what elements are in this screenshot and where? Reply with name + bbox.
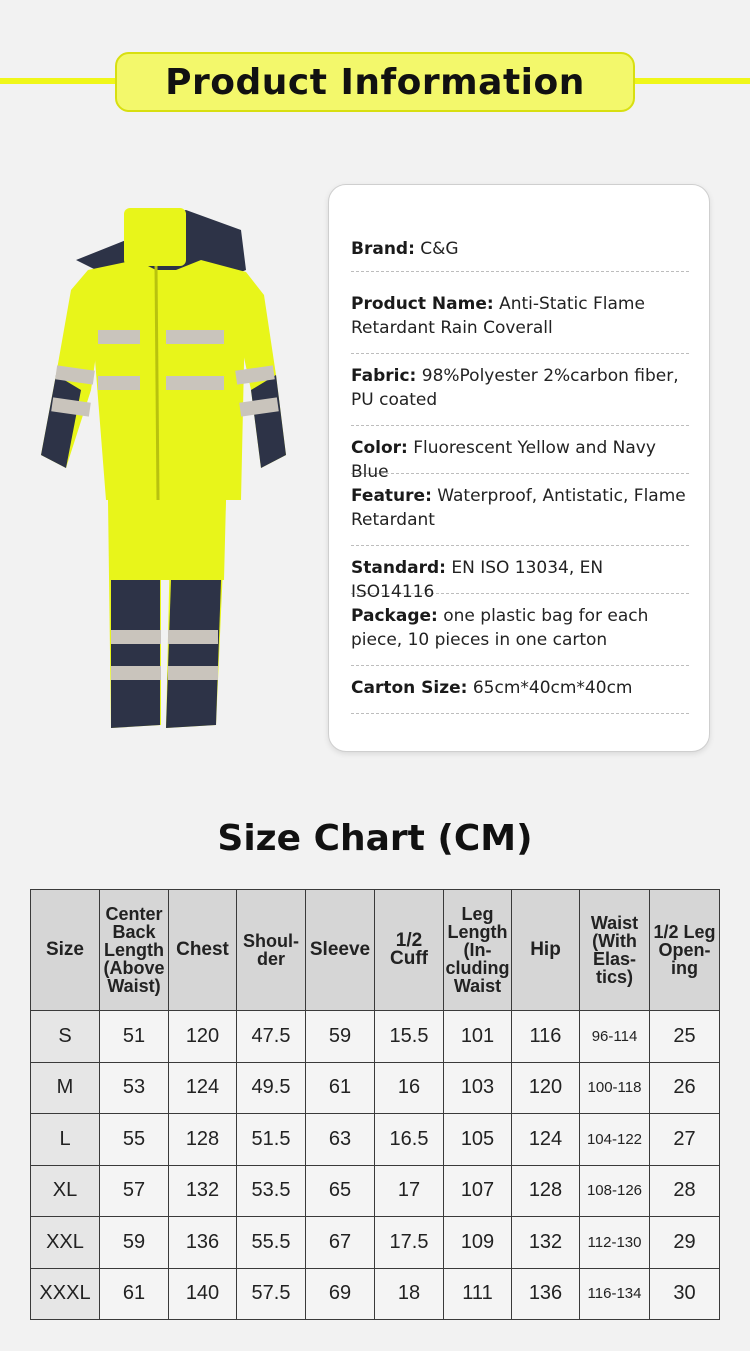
table-row [31, 1114, 720, 1166]
table-cell: 124 [169, 1062, 237, 1114]
table-cell: 30 [650, 1268, 720, 1320]
info-row-standard: Standard: EN ISO 13034, EN ISO14116 [351, 546, 689, 594]
table-cell: 61 [100, 1268, 169, 1320]
table-cell: 69 [306, 1268, 375, 1320]
table-cell: 57.5 [237, 1268, 306, 1320]
table-cell: 57 [100, 1165, 169, 1217]
table-cell: 132 [169, 1165, 237, 1217]
col-header-shoulder: Shoul-der [237, 890, 306, 1011]
table-cell: 128 [169, 1114, 237, 1166]
table-row [31, 1268, 720, 1320]
table-cell: 112-130 [580, 1217, 650, 1269]
page-title: Product Information [115, 52, 635, 112]
table-cell: 55.5 [237, 1217, 306, 1269]
info-row-carton-size: Carton Size: 65cm*40cm*40cm [351, 666, 689, 714]
size-table-body [31, 1011, 720, 1320]
col-header-center-back-length: Center Back Length (Above Waist) [100, 890, 169, 1011]
table-cell: 51.5 [237, 1114, 306, 1166]
table-cell: 105 [444, 1114, 512, 1166]
table-cell: 55 [100, 1114, 169, 1166]
info-row-package: Package: one plastic bag for each piece, 10 pieces in one carton [351, 594, 689, 666]
table-cell: 136 [169, 1217, 237, 1269]
table-cell: 109 [444, 1217, 512, 1269]
info-row-brand: Brand: C&G [351, 237, 689, 272]
table-cell: 104-122 [580, 1114, 650, 1166]
table-cell: 25 [650, 1011, 720, 1063]
table-cell: 124 [512, 1114, 580, 1166]
table-cell: 59 [306, 1011, 375, 1063]
col-header-leg-length: Leg Length (In-cluding Waist [444, 890, 512, 1011]
table-cell: 53 [100, 1062, 169, 1114]
table-cell: 26 [650, 1062, 720, 1114]
table-cell: 111 [444, 1268, 512, 1320]
table-row [31, 1011, 720, 1063]
table-cell: 51 [100, 1011, 169, 1063]
table-cell: 63 [306, 1114, 375, 1166]
size-cell: M [31, 1062, 100, 1114]
table-cell: 16.5 [375, 1114, 444, 1166]
table-cell: 17.5 [375, 1217, 444, 1269]
table-cell: 59 [100, 1217, 169, 1269]
table-cell: 120 [169, 1011, 237, 1063]
info-row-color: Color: Fluorescent Yellow and Navy Blue [351, 426, 689, 474]
table-cell: 65 [306, 1165, 375, 1217]
size-cell: XL [31, 1165, 100, 1217]
table-row [31, 1217, 720, 1269]
table-row [31, 1062, 720, 1114]
table-cell: 108-126 [580, 1165, 650, 1217]
table-cell: 28 [650, 1165, 720, 1217]
col-header-sleeve: Sleeve [306, 890, 375, 1011]
table-cell: 16 [375, 1062, 444, 1114]
table-cell: 128 [512, 1165, 580, 1217]
col-header-waist: Waist (With Elas-tics) [580, 890, 650, 1011]
coverall-image [36, 200, 296, 740]
table-cell: 61 [306, 1062, 375, 1114]
col-header-half-cuff: 1/2 Cuff [375, 890, 444, 1011]
table-cell: 47.5 [237, 1011, 306, 1063]
info-row-fabric: Fabric: 98%Polyester 2%carbon fiber, PU coated [351, 354, 689, 426]
table-cell: 18 [375, 1268, 444, 1320]
table-cell: 103 [444, 1062, 512, 1114]
size-cell: S [31, 1011, 100, 1063]
size-cell: L [31, 1114, 100, 1166]
table-cell: 53.5 [237, 1165, 306, 1217]
size-table-header-row [31, 890, 720, 1011]
col-header-size: Size [31, 890, 100, 1011]
table-cell: 140 [169, 1268, 237, 1320]
table-cell: 49.5 [237, 1062, 306, 1114]
size-table [30, 889, 720, 1320]
table-cell: 15.5 [375, 1011, 444, 1063]
table-cell: 116-134 [580, 1268, 650, 1320]
table-cell: 132 [512, 1217, 580, 1269]
table-cell: 136 [512, 1268, 580, 1320]
size-cell: XXXL [31, 1268, 100, 1320]
table-cell: 101 [444, 1011, 512, 1063]
size-chart-title: Size Chart (CM) [217, 818, 533, 859]
col-header-hip: Hip [512, 890, 580, 1011]
size-cell: XXL [31, 1217, 100, 1269]
table-cell: 17 [375, 1165, 444, 1217]
info-row-product-name: Product Name: Anti-Static Flame Retardant Rain Coverall [351, 282, 689, 354]
table-cell: 67 [306, 1217, 375, 1269]
product-info-card [328, 184, 710, 752]
table-cell: 29 [650, 1217, 720, 1269]
table-cell: 96-114 [580, 1011, 650, 1063]
col-header-half-leg-opening: 1/2 Leg Open-ing [650, 890, 720, 1011]
table-cell: 116 [512, 1011, 580, 1063]
col-header-chest: Chest [169, 890, 237, 1011]
info-row-feature: Feature: Waterproof, Antistatic, Flame Retardant [351, 474, 689, 546]
coverall-illustration-icon [41, 208, 286, 728]
table-row [31, 1165, 720, 1217]
table-cell: 120 [512, 1062, 580, 1114]
table-cell: 100-118 [580, 1062, 650, 1114]
table-cell: 27 [650, 1114, 720, 1166]
table-cell: 107 [444, 1165, 512, 1217]
